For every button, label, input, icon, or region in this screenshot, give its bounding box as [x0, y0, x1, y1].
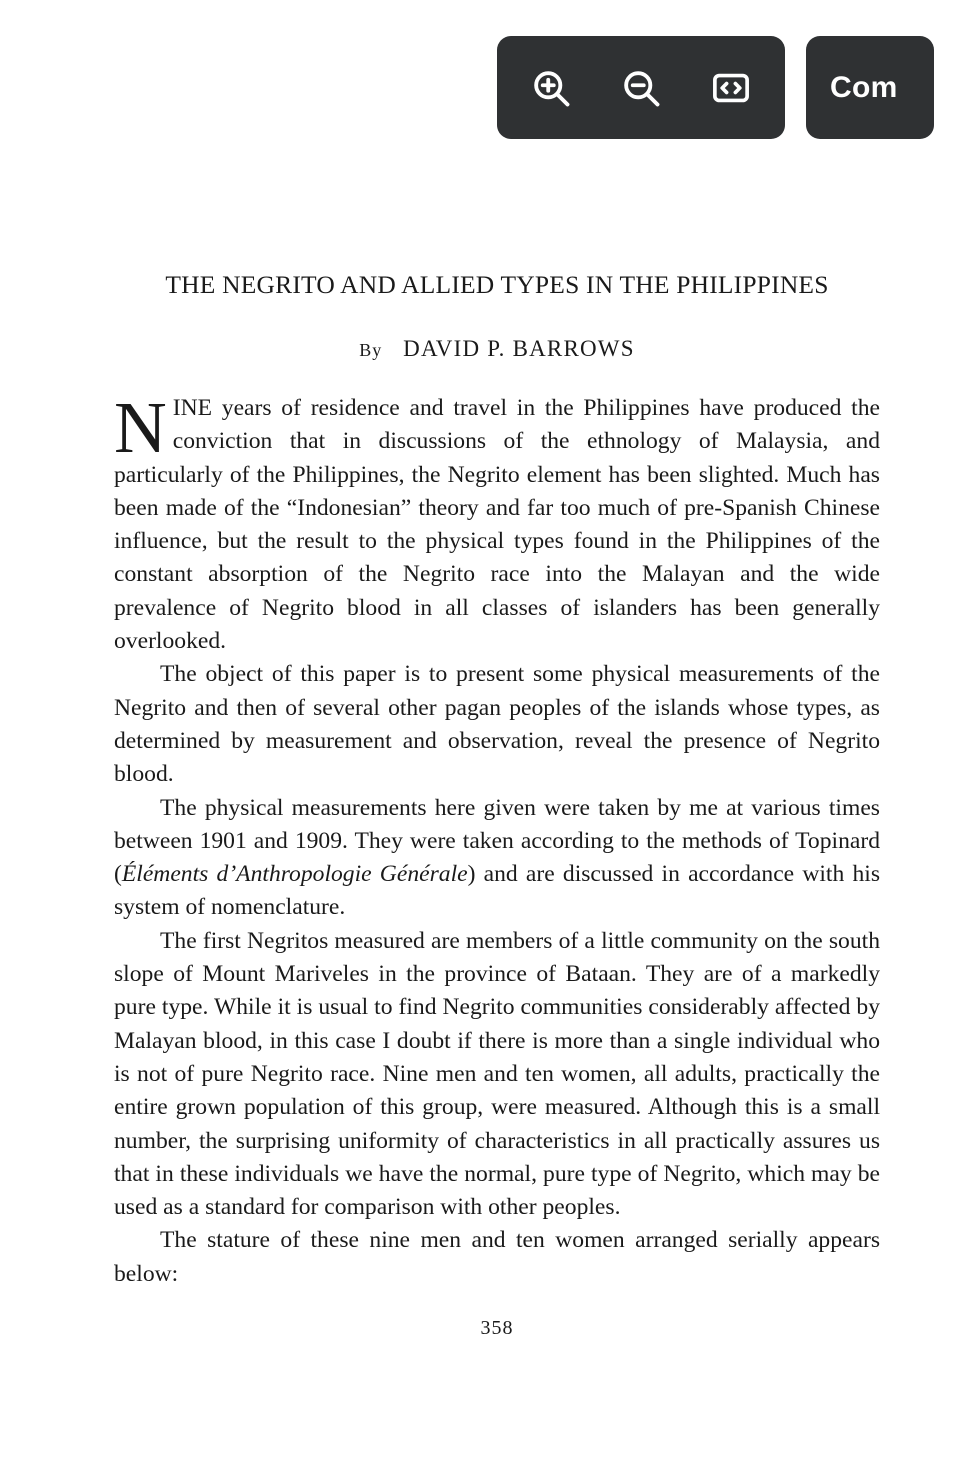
paragraph-2: The object of this paper is to present some physical measurements of the Negrito and then of several other pagan peoples of the islands whose types, as determined by measurement and observation, reveal the presence of Negrito blood. [114, 661, 880, 788]
paragraph-5: The stature of these nine men and ten women arranged serially appears below: [114, 1227, 880, 1287]
paragraph-3-text-before: The physical measurements here given were taken by me at various times between 1901 and 1909. They were taken according to the methods of Topinard ( [114, 794, 880, 888]
zoom-toolbar [497, 36, 785, 139]
paragraph-1-text: INE years of residence and travel in the Philippines have produced the conviction that in discussions of the ethnology of Malaysia, and particularly of the Philippines, the Negrito element has been slighted. Much has been made of the “Indonesian” theory and far too much of pre-Spanish Chinese influence, but the result to the physical types found in the Philippines of the constant absorption of the Negrito race into the Malayan and the wide prevalence of Negrito blood in all classes of islanders has been generally overlooked. [114, 395, 880, 655]
byline-author: DAVID P. BARROWS [403, 336, 635, 361]
paragraph-3-text-after: ) and are discussed in accordance with his system of nomenclature. [114, 861, 881, 921]
paragraph-3 [114, 792, 880, 925]
paragraph-4: The first Negritos measured are members of a little community on the south slope of Mount Mariveles in the province of Bataan. They are of a markedly pure type. While it is usual to find Negrito communities considerably affected by Malayan blood, in this case I doubt if there is more than a single individual who is not of pure Negrito race. Nine men and ten women, all adults, practically the entire grown population of this group, were measured. Although this is a small number, the surprising uniformity of characteristics in all practically assures us that in these individuals we have the normal, pure type of Negrito, which may be used as a standard for comparison with other peoples. [114, 927, 880, 1221]
document-page [0, 270, 980, 1340]
article-body [114, 270, 880, 1340]
comment-button[interactable]: Com [806, 36, 934, 139]
zoom-in-icon[interactable] [523, 60, 579, 116]
page-number: 358 [480, 1317, 514, 1340]
page-title: THE NEGRITO AND ALLIED TYPES IN THE PHILIPPINES [165, 270, 829, 299]
byline [114, 336, 880, 362]
zoom-out-icon[interactable] [613, 60, 669, 116]
drop-cap: N [114, 387, 167, 468]
floating-toolbar [497, 36, 934, 139]
paragraph-3-citation: Éléments d’Anthropologie Générale [121, 861, 468, 888]
byline-prefix: By [359, 340, 383, 360]
code-brackets-icon[interactable] [703, 60, 759, 116]
paragraph-1 [114, 387, 880, 658]
